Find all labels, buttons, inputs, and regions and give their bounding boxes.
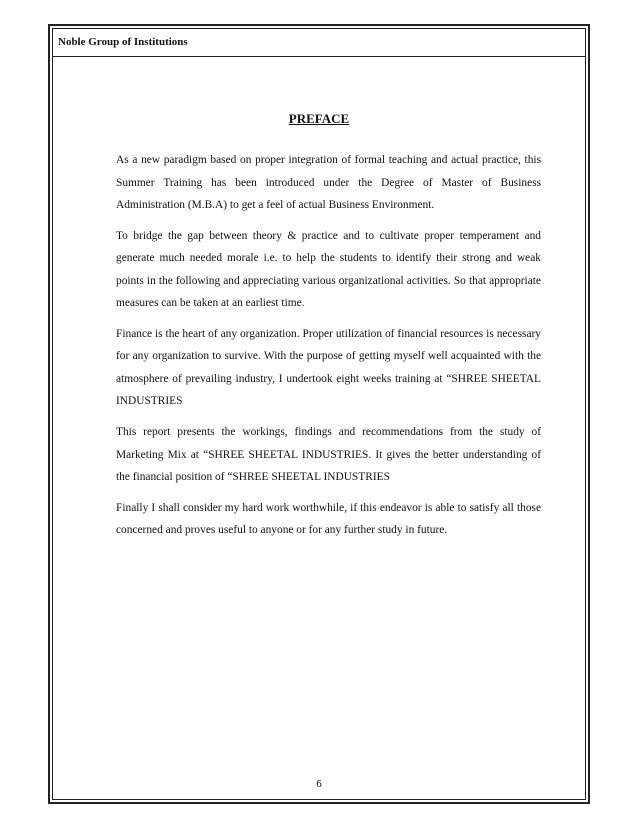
preface-body: [116, 149, 541, 550]
paragraph-3: Finance is the heart of any organization. Proper utilization of financial resources is necessary for any organization to survive. With the purpose of getting myself well acquainted with the atmosphere of prevailing industry, I undertook eight weeks training at “SHREE SHEETAL INDUSTRIES: [116, 327, 541, 408]
paragraph-2: To bridge the gap between theory & practice and to cultivate proper temperament and generate much needed morale i.e. to help the students to identify their strong and weak points in the following and appreciating various organizational activities. So that appropriate measures can be taken at an earliest time.: [116, 229, 541, 310]
header-institution-name: Noble Group of Institutions: [58, 36, 188, 48]
page-title: PREFACE: [288, 111, 350, 126]
paragraph-1: As a new paradigm based on proper integration of formal teaching and actual practice, this Summer Training has been introduced under the Degree of Master of Business Administration (M.B.A) to get a feel of actual Business Environment.: [116, 154, 541, 211]
page-number: 6: [316, 778, 322, 790]
paragraph-5: Finally I shall consider my hard work worthwhile, if this endeavor is able to satisfy all those concerned and proves useful to anyone or for any further study in future.: [116, 501, 541, 537]
paragraph-4: This report presents the workings, findings and recommendations from the study of Marketing Mix at “SHREE SHEETAL INDUSTRIES. It gives the better understanding of the financial position of “SHREE SHEETAL INDUSTRIES: [116, 426, 541, 484]
header-divider: [52, 56, 586, 57]
